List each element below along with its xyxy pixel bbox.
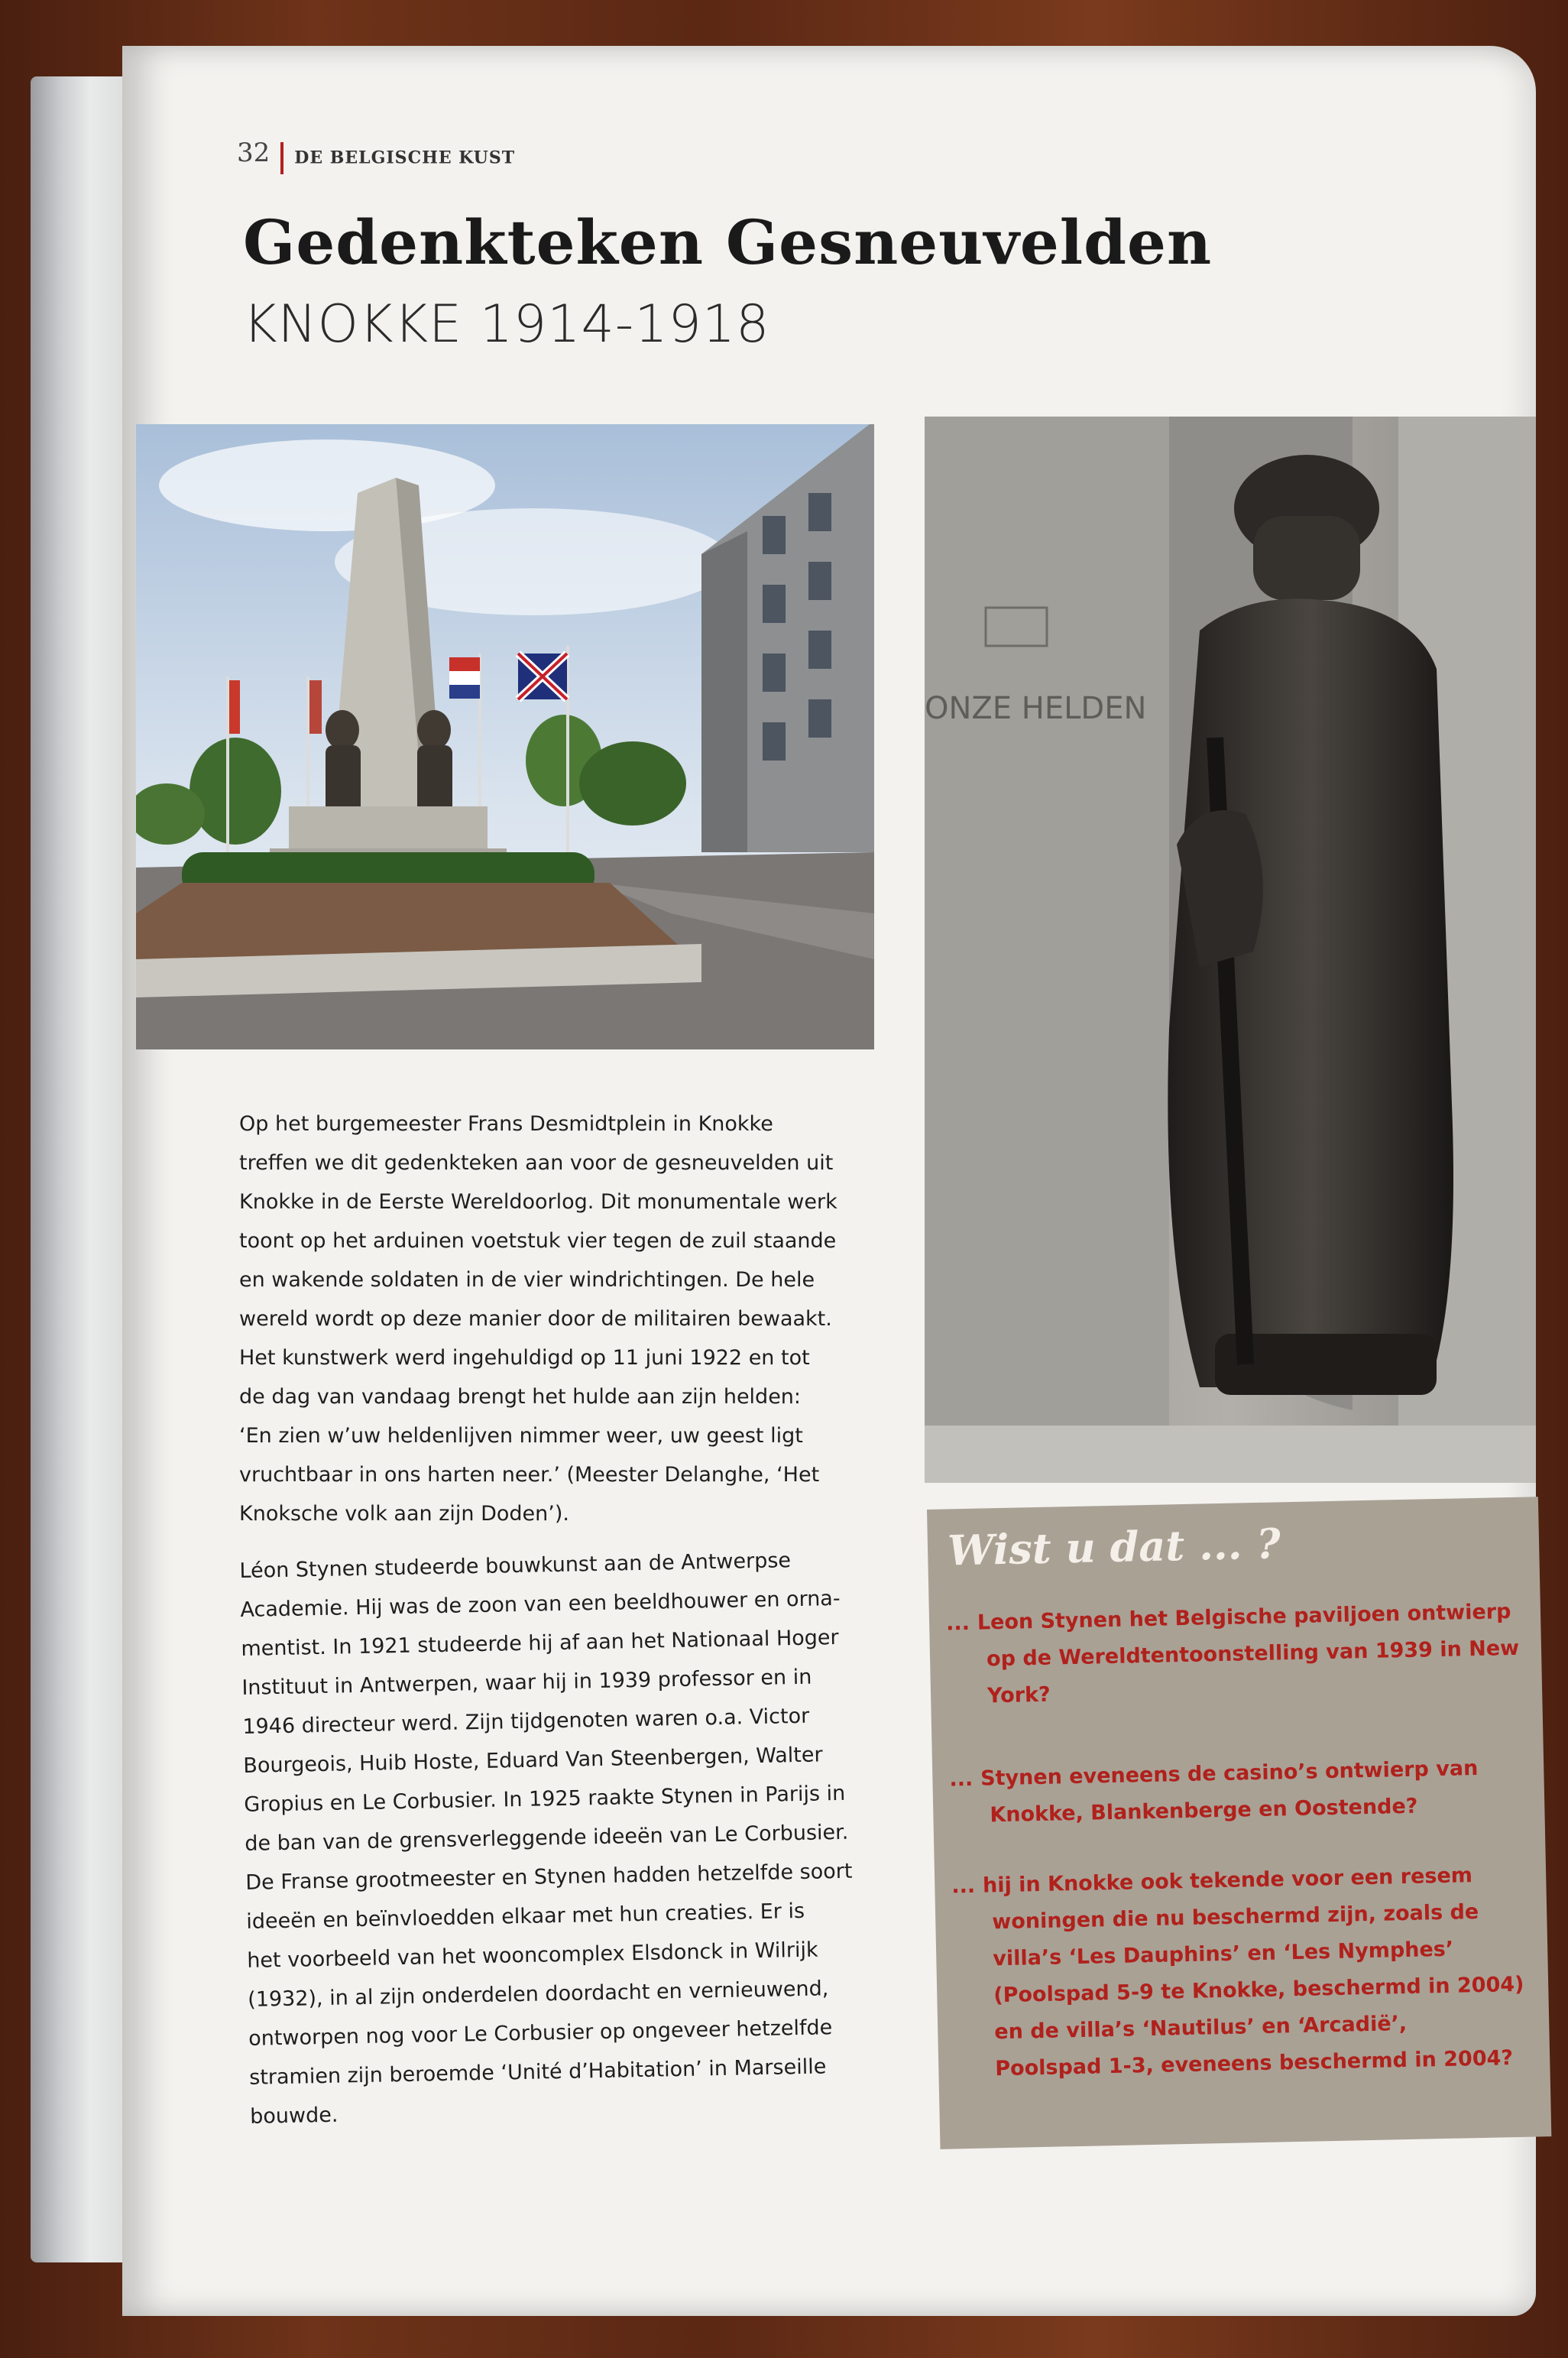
- article-subtitle: KNOKKE 1914-1918: [243, 294, 770, 355]
- text-line: Knokke in de Eerste Wereldoorlog. Dit monumentale werk: [239, 1190, 837, 1214]
- text-line: ontworpen nog voor Le Corbusier op ongeveer hetzelfde: [248, 2016, 833, 2051]
- header-divider: [280, 142, 283, 174]
- did-you-know-box: [927, 1497, 1551, 2149]
- memorial-inscription: ONZE HELDEN: [925, 691, 1147, 726]
- text-line: mentist. In 1921 studeerde hij af aan het Nationaal Hoger: [241, 1625, 839, 1661]
- text-line: toont op het arduinen voetstuk vier tegen de zuil staande: [239, 1229, 837, 1253]
- ellipsis-marker: ...: [949, 1766, 974, 1792]
- text-line: Bourgeois, Huib Hoste, Eduard Van Steenbergen, Walter: [243, 1743, 823, 1778]
- text-line: Het kunstwerk werd ingehuldigd op 11 juni 1922 en tot: [239, 1346, 810, 1370]
- item-line: hij in Knokke ook tekende voor een resem: [982, 1863, 1473, 1898]
- did-you-know-item: [946, 1594, 1529, 1716]
- text-line: treffen we dit gedenkteken aan voor de gesneuvelden uit: [239, 1151, 834, 1175]
- item-line: op de Wereldtentoonstelling van 1939 in New: [986, 1636, 1520, 1672]
- body-paragraph-1: [239, 1104, 881, 1533]
- text-line: bouwde.: [249, 2103, 339, 2129]
- text-line: Op het burgemeester Frans Desmidtplein in Knokke: [239, 1112, 773, 1136]
- text-line: De Franse grootmeester en Stynen hadden hetzelfde soort: [245, 1859, 853, 1895]
- did-you-know-item: [951, 1857, 1537, 2089]
- text-line: Gropius en Le Corbusier. In 1925 raakte Stynen in Parijs in: [244, 1781, 846, 1817]
- item-line: woningen die nu beschermd zijn, zoals de: [991, 1899, 1479, 1935]
- book-page-stack: [31, 76, 130, 2262]
- text-line: vruchtbaar in ons harten neer.’ (Meester Delanghe, ‘Het: [239, 1463, 820, 1487]
- text-line: het voorbeeld van het wooncomplex Elsdonck in Wilrijk: [246, 1938, 818, 1973]
- item-line: (Poolspad 5-9 te Knokke, beschermd in 2004): [993, 1972, 1524, 2008]
- war-memorial-column-photo: [136, 424, 874, 1049]
- text-line: ‘En zien w’uw heldenlijven nimmer weer, uw geest ligt: [239, 1424, 803, 1448]
- text-line: Instituut in Antwerpen, waar hij in 1939 professor en in: [241, 1665, 812, 1700]
- ellipsis-marker: ...: [951, 1873, 976, 1899]
- page-number: 32: [237, 138, 271, 168]
- item-line: Stynen eveneens de casino’s ontwierp van: [980, 1756, 1479, 1791]
- text-line: wereld wordt op deze manier door de militairen bewaakt.: [239, 1307, 832, 1331]
- item-line: Knokke, Blankenberge en Oostende?: [990, 1794, 1418, 1828]
- text-line: Academie. Hij was de zoon van een beeldhouwer en orna-: [240, 1586, 841, 1622]
- text-line: Léon Stynen studeerde bouwkunst aan de Antwerpse: [239, 1549, 792, 1583]
- did-you-know-item: [949, 1750, 1531, 1835]
- item-line: Leon Stynen het Belgische paviljoen ontwierp: [977, 1600, 1511, 1635]
- item-line: en de villa’s ‘Nautilus’ en ‘Arcadië’,: [994, 2011, 1408, 2045]
- did-you-know-title: Wist u dat ... ?: [947, 1519, 1281, 1575]
- text-line: en wakende soldaten in de vier windrichtingen. De hele: [239, 1268, 815, 1292]
- item-line: York?: [986, 1682, 1051, 1708]
- section-title: DE BELGISCHE KUST: [294, 148, 516, 168]
- article-title: Gedenkteken Gesneuvelden: [243, 206, 1213, 278]
- text-line: Knoksche volk aan zijn Doden’).: [239, 1502, 569, 1526]
- text-line: 1946 directeur werd. Zijn tijdgenoten waren o.a. Victor: [242, 1704, 810, 1739]
- bronze-soldier-statue-photo: [925, 417, 1536, 1483]
- text-line: de ban van de grensverleggende ideeën van Le Corbusier.: [245, 1820, 849, 1856]
- text-line: (1932), in al zijn onderdelen doordacht en vernieuwend,: [247, 1977, 829, 2012]
- item-line: villa’s ‘Les Dauphins’ en ‘Les Nymphes’: [993, 1937, 1454, 1971]
- ellipsis-marker: ...: [945, 1610, 970, 1636]
- body-paragraph-2: [239, 1539, 893, 2136]
- item-line: Poolspad 1-3, eveneens beschermd in 2004?: [995, 2046, 1514, 2081]
- page-header: [237, 138, 515, 174]
- text-line: stramien zijn beroemde ‘Unité d’Habitation’ in Marseille: [248, 2055, 827, 2090]
- text-line: de dag van vandaag brengt het hulde aan zijn helden:: [239, 1385, 802, 1409]
- text-line: ideeën en beïnvloedden elkaar met hun creaties. Er is: [246, 1899, 805, 1934]
